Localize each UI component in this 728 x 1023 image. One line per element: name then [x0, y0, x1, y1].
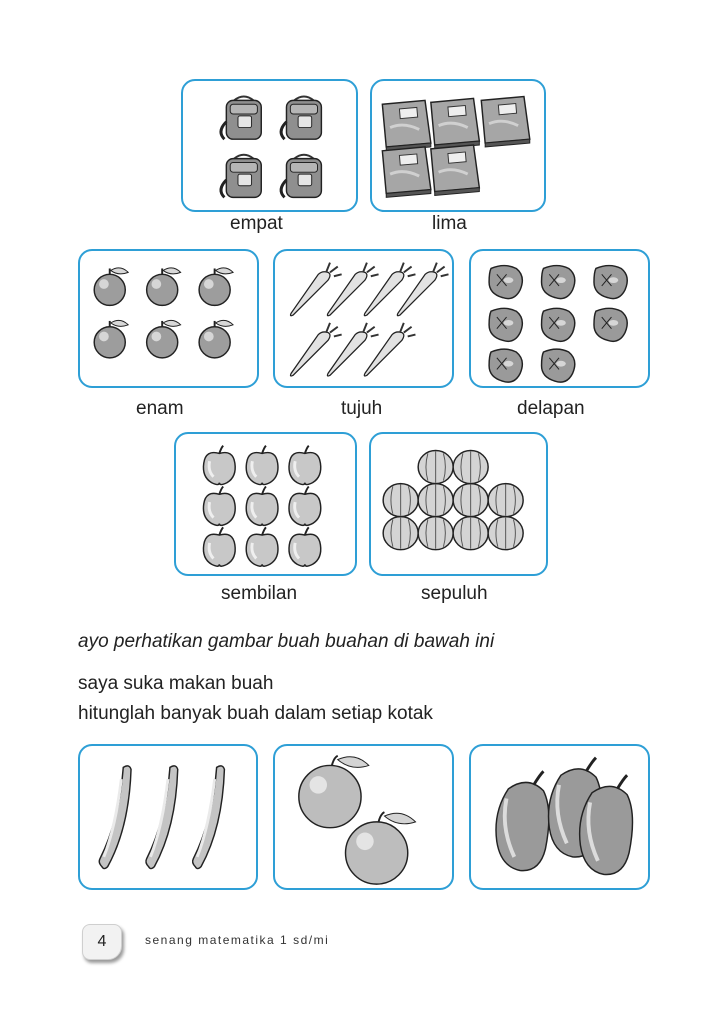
pear-icon — [594, 266, 627, 299]
pear-icon — [489, 308, 522, 341]
papaya-icon-group — [471, 746, 648, 888]
apple-icon — [289, 527, 321, 566]
pear-icon — [489, 349, 522, 382]
book-icon — [382, 100, 430, 150]
orange-icon — [346, 812, 416, 884]
orange-icon-group — [80, 251, 257, 386]
label-tujuh: tujuh — [341, 398, 383, 419]
pear-icon-group — [471, 251, 648, 386]
label-sembilan: sembilan — [221, 583, 298, 604]
pumpkin-icon — [453, 484, 488, 517]
box-bags — [181, 79, 358, 212]
page-number: 4 — [82, 924, 122, 960]
pumpkin-icon — [418, 517, 453, 550]
exercise-box-oranges — [273, 744, 454, 890]
apple-icon — [203, 487, 235, 526]
exercise-box-bananas — [78, 744, 258, 890]
pumpkin-icon — [383, 484, 418, 517]
apple-icon — [289, 487, 321, 526]
apple-icon — [203, 527, 235, 566]
pumpkin-icon — [488, 517, 523, 550]
pear-icon — [542, 266, 575, 299]
bag-icon-group — [183, 81, 356, 210]
banana-icon — [99, 766, 131, 869]
pear-icon — [542, 308, 575, 341]
text-line-2: hitunglah banyak buah dalam setiap kotak — [78, 703, 433, 724]
book-icon — [481, 97, 529, 147]
orange-icon — [199, 320, 233, 357]
banana-icon-group — [80, 746, 256, 888]
pumpkin-icon — [453, 451, 488, 484]
pumpkin-icon — [418, 484, 453, 517]
label-lima: lima — [432, 213, 467, 234]
banana-icon — [146, 766, 178, 869]
banana-icon — [193, 766, 225, 869]
orange-icon — [94, 320, 128, 357]
box-pears — [469, 249, 650, 388]
apple-icon — [203, 446, 235, 485]
orange-icon — [147, 268, 181, 305]
apple-icon-group — [176, 434, 355, 574]
book-icon — [382, 147, 430, 197]
pumpkin-icon — [488, 484, 523, 517]
book-icon-group — [372, 81, 544, 210]
orange-icon — [94, 268, 128, 305]
box-oranges — [78, 249, 259, 388]
box-carrots — [273, 249, 454, 388]
pumpkin-icon-group — [371, 434, 546, 574]
bag-icon — [221, 97, 261, 140]
carrot-icon-group — [275, 251, 452, 386]
pear-icon — [489, 266, 522, 299]
orange-icon — [199, 268, 233, 305]
papaya-icon — [496, 771, 549, 870]
bag-icon — [221, 155, 261, 198]
bag-icon — [281, 97, 321, 140]
box-pumpkins — [369, 432, 548, 576]
pumpkin-icon — [383, 517, 418, 550]
text-line-1: saya suka makan buah — [78, 673, 274, 694]
box-books — [370, 79, 546, 212]
label-empat: empat — [230, 213, 283, 234]
instruction-text: ayo perhatikan gambar buah buahan di bawah ini — [78, 631, 495, 652]
orange-icon — [147, 320, 181, 357]
label-sepuluh: sepuluh — [421, 583, 488, 604]
label-enam: enam — [136, 398, 184, 419]
exercise-box-papayas — [469, 744, 650, 890]
book-icon — [431, 98, 479, 148]
pear-icon — [594, 308, 627, 341]
orange-icon — [299, 756, 369, 828]
bag-icon — [281, 155, 321, 198]
apple-icon — [289, 446, 321, 485]
label-delapan: delapan — [517, 398, 585, 419]
box-apples — [174, 432, 357, 576]
pear-icon — [542, 349, 575, 382]
book-icon — [431, 145, 479, 195]
book-title: senang matematika 1 sd/mi — [145, 933, 330, 947]
apple-icon — [246, 446, 278, 485]
pumpkin-icon — [418, 451, 453, 484]
orange-icon-group-large — [275, 746, 452, 888]
apple-icon — [246, 487, 278, 526]
apple-icon — [246, 527, 278, 566]
pumpkin-icon — [453, 517, 488, 550]
carrot-icon — [364, 323, 415, 376]
